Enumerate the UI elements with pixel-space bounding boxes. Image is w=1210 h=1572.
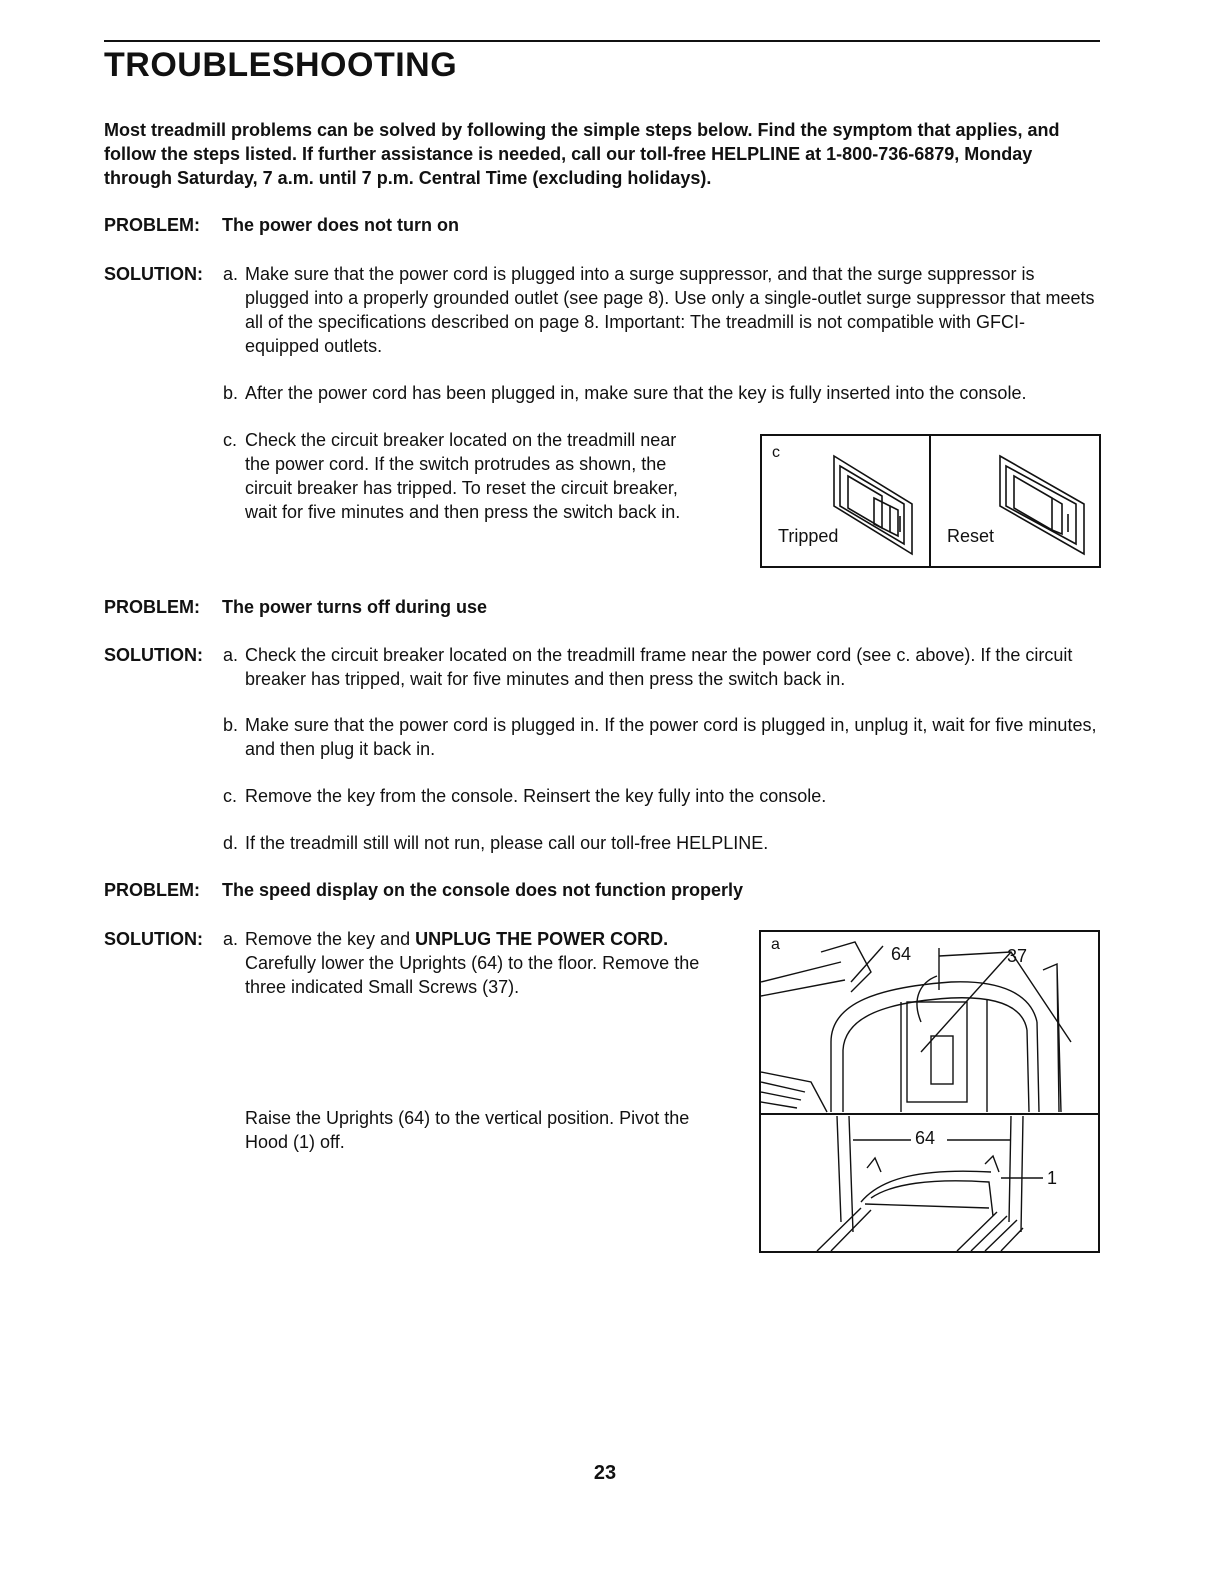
problem-1-heading	[104, 213, 459, 237]
problem-3-heading	[104, 878, 743, 902]
step-letter: b.	[223, 383, 239, 403]
step-text-rest: Carefully lower the Uprights (64) to the floor. Remove the three indicated Small Screws (37).	[245, 953, 700, 997]
callout-uprights: 64	[891, 944, 912, 964]
solution-1-label: SOLUTION:	[104, 264, 203, 284]
step-text: Remove the key from the console. Reinsert the key fully into the console.	[245, 786, 827, 806]
reset-label: Reset	[947, 526, 995, 546]
hood-removal-figure	[759, 930, 1100, 1253]
step-text: After the power cord has been plugged in, make sure that the key is fully inserted into the console.	[245, 383, 1027, 403]
step-letter: b.	[223, 715, 239, 735]
solution-2-label: SOLUTION:	[104, 645, 203, 665]
problem-1-step-b	[223, 381, 1097, 405]
problem-2-step-b	[223, 713, 1103, 761]
circuit-breaker-figure	[760, 434, 1101, 568]
problem-2-step-d	[223, 831, 1103, 855]
problem-2-step-a	[223, 643, 1103, 691]
step-letter: a.	[223, 929, 239, 949]
step-text: Check the circuit breaker located on the treadmill near the power cord. If the switch protrudes as shown, the circuit breaker has tripped. To reset the circuit breaker, wait for five minutes and then press the switch back in.	[245, 430, 681, 522]
step-letter: d.	[223, 833, 239, 853]
problem-3-step-a	[223, 927, 713, 999]
circuit-breaker-illustration	[762, 436, 1099, 566]
problem-label: PROBLEM:	[104, 597, 200, 617]
step-text-lead: Remove the key and	[245, 929, 416, 949]
header-rule	[104, 40, 1100, 42]
step-text: If the treadmill still will not run, please call our toll-free HELPLINE.	[245, 833, 769, 853]
step-text: Check the circuit breaker located on the treadmill frame near the power cord (see c. above). If the circuit breaker has tripped, wait for five minutes and then press the switch back in.	[245, 645, 1073, 689]
intro-paragraph: Most treadmill problems can be solved by following the simple steps below. Find the symptom that applies, and follow the steps listed. If further assistance is needed, call our toll-free HELPLINE at 1-800-736-6879, Monday through Saturday, 7 a.m. until 7 p.m. Central Time (excluding holidays).	[104, 120, 1060, 188]
tripped-label: Tripped	[778, 526, 839, 546]
step-letter: a.	[223, 264, 239, 284]
step-text: Make sure that the power cord is plugged into a surge suppressor, and that the surge suppressor is plugged into a properly grounded outlet (see page 8). Use only a single-outlet surge suppressor that meets all of the specifications described on page 8. Important: The treadmill is not compatible with GFCI-equipped outlets.	[245, 264, 1095, 356]
problem-1-step-a	[223, 262, 1097, 358]
page-number: 23	[593, 1462, 617, 1484]
problem-label: PROBLEM:	[104, 880, 200, 900]
problem-3-title: The speed display on the console does not function properly	[222, 880, 744, 900]
callout-small-screws: 37	[1007, 946, 1028, 966]
step-letter: a.	[223, 645, 239, 665]
problem-2-heading	[104, 595, 487, 619]
page-title: TROUBLESHOOTING	[104, 46, 458, 84]
figure-letter: a	[771, 936, 780, 953]
problem-label: PROBLEM:	[104, 215, 200, 235]
step-letter: c.	[223, 786, 238, 806]
figure-letter: c	[772, 444, 780, 461]
problem-2-title: The power turns off during use	[222, 597, 487, 617]
solution-3-label: SOLUTION:	[104, 929, 203, 949]
callout-uprights-lower: 64	[915, 1128, 936, 1148]
problem-2-step-c	[223, 784, 1103, 808]
step-text	[245, 927, 713, 999]
problem-3-step-a-continued	[223, 1106, 713, 1154]
problem-1-title: The power does not turn on	[222, 215, 459, 235]
treadmill-illustration	[761, 932, 1098, 1251]
step-text-warning: UNPLUG THE POWER CORD.	[415, 929, 669, 949]
step-text: Make sure that the power cord is plugged in. If the power cord is plugged in, unplug it, wait for five minutes, and then plug it back in.	[245, 715, 1097, 759]
problem-1-step-c	[223, 428, 701, 524]
step-letter: c.	[223, 430, 238, 450]
step-text: Raise the Uprights (64) to the vertical position. Pivot the Hood (1) off.	[245, 1108, 690, 1152]
callout-hood: 1	[1047, 1168, 1058, 1188]
